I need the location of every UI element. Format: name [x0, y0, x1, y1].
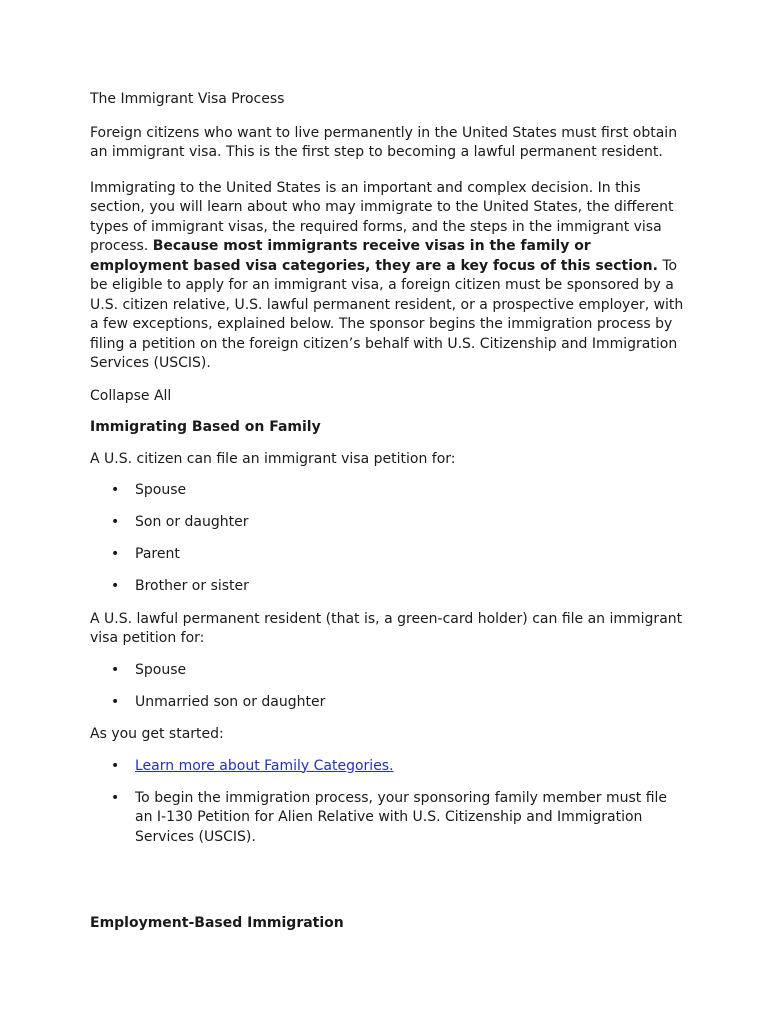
section-spacer: [90, 860, 688, 914]
family-section-heading[interactable]: Immigrating Based on Family: [90, 419, 321, 435]
list-item-label: To begin the immigration process, your sponsoring family member must file an I-130 Petition for Alien Relative with U.S. Citizenship and Immigration Services (USCIS).: [135, 789, 668, 845]
family-categories-link[interactable]: Learn more about Family Categories.: [135, 757, 394, 774]
bullet-icon: •: [111, 514, 120, 530]
employment-section-heading[interactable]: Employment-Based Immigration: [90, 915, 344, 931]
bullet-icon: •: [111, 693, 120, 710]
list-item: [90, 661, 688, 681]
list-item: [90, 789, 688, 848]
list-item: [90, 577, 688, 597]
list-item-label: Parent: [135, 546, 180, 562]
list-item-label: Unmarried son or daughter: [135, 693, 326, 710]
overview-text-part1: Immigrating to the United States is an important and complex decision. In this section, you will learn about who may immigrate to the United States, the different types of immigrant visas, the required forms, and the steps in the immigrant visa process.: [90, 179, 674, 254]
overview-text-part2: To be eligible to apply for an immigrant visa, a foreign citizen must be sponsored by a U.S. citizen relative, U.S. lawful permanent resident, or a prospective employer, with a few exceptions, explained below. The sponsor begins the immigration process by filing a petition on the foreign citizen’s behalf with U.S. Citizenship and Immigration Services (USCIS).: [90, 257, 684, 371]
bullet-icon: •: [111, 757, 120, 774]
list-item: [90, 481, 688, 501]
list-item-label: Brother or sister: [135, 578, 249, 594]
bullet-icon: •: [111, 578, 120, 594]
intro-paragraph: Foreign citizens who want to live permanently in the United States must first obtain an immigrant visa. This is the first step to becoming a lawful permanent resident.: [90, 124, 678, 160]
resident-lead-text: A U.S. lawful permanent resident (that is, a green-card holder) can file an immigrant visa petition for:: [90, 610, 683, 646]
overview-paragraph: [90, 179, 688, 374]
bullet-icon: •: [111, 789, 120, 806]
citizen-lead-text: A U.S. citizen can file an immigrant visa petition for:: [90, 450, 456, 467]
collapse-all-button[interactable]: Collapse All: [90, 387, 172, 404]
list-item-label: Son or daughter: [135, 514, 249, 530]
bullet-icon: •: [111, 546, 120, 562]
list-item: [90, 757, 688, 777]
list-item-label: Spouse: [135, 482, 187, 498]
list-item: [90, 693, 688, 713]
list-item: [90, 545, 688, 565]
getting-started-list: [90, 757, 688, 848]
document-body: [90, 90, 688, 934]
getting-started-lead-text: As you get started:: [90, 726, 224, 742]
list-item-label: Spouse: [135, 661, 187, 678]
resident-petition-list: [90, 661, 688, 713]
list-item: [90, 513, 688, 533]
bullet-icon: •: [111, 661, 120, 678]
citizen-petition-list: [90, 481, 688, 597]
bullet-icon: •: [111, 482, 120, 498]
overview-bold-text: Because most immigrants receive visas in the family or employment based visa categories, they are a key focus of this section.: [90, 238, 658, 274]
document-title: The Immigrant Visa Process: [90, 91, 285, 107]
